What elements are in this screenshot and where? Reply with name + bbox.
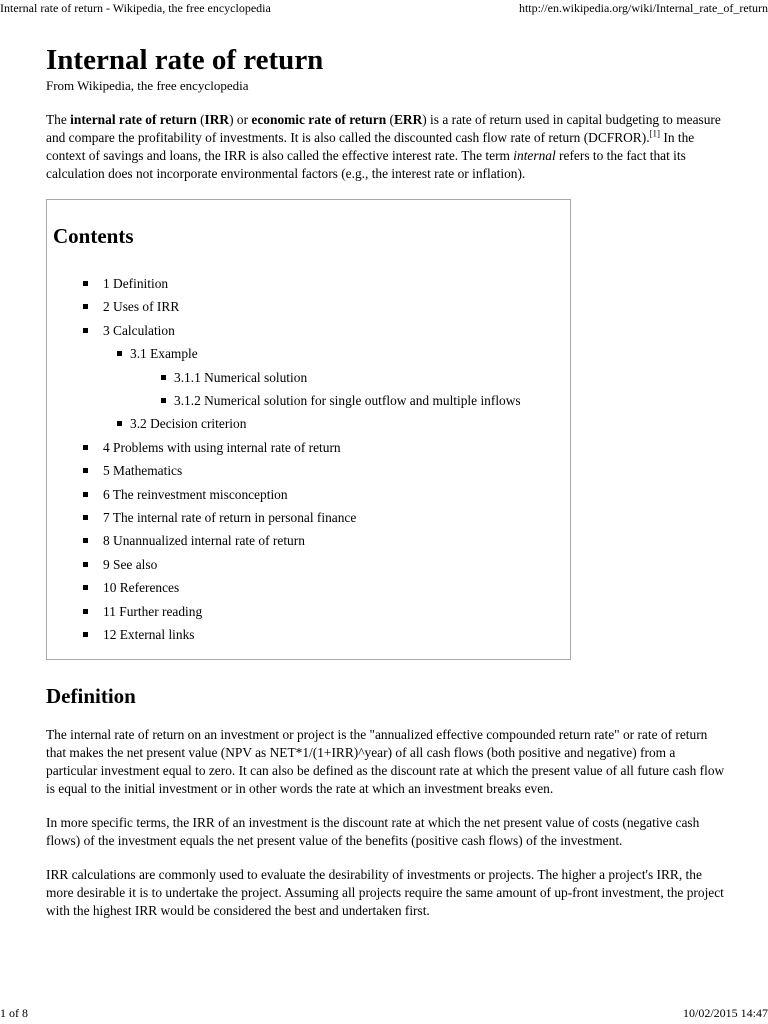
bullet-icon xyxy=(83,445,88,450)
bullet-icon xyxy=(117,351,122,356)
toc-item[interactable] xyxy=(53,319,570,342)
toc-item-label[interactable]: 9 See also xyxy=(103,556,158,572)
toc-item[interactable] xyxy=(53,389,570,412)
bullet-icon xyxy=(161,398,166,403)
bullet-icon xyxy=(83,538,88,543)
toc-item[interactable] xyxy=(53,342,570,365)
definition-paragraph: In more specific terms, the IRR of an investment is the discount rate at which the net present value of costs (negative cash flows) of the investment equals the net present value of the benefits (positive cash flows) of the investment. xyxy=(46,815,700,848)
article-content xyxy=(46,42,726,920)
bullet-icon xyxy=(83,562,88,567)
bullet-icon xyxy=(83,468,88,473)
toc-item-label[interactable]: 2 Uses of IRR xyxy=(103,299,180,315)
toc-item-label[interactable]: 7 The internal rate of return in personal finance xyxy=(103,510,357,526)
toc-item[interactable] xyxy=(53,412,570,435)
definition-paragraph: The internal rate of return on an investment or project is the "annualized effective compounded return rate" or rate of return that makes the net present value (NPV as NET*1/(1+IRR)^year) of all cash flows (both positive and negative) from a particular investment equal to zero. It can also be defined as the discount rate at which the present value of all future cash flow is equal to the initial investment or in other words the rate at which an investment breaks even. xyxy=(46,727,725,796)
bullet-icon xyxy=(83,632,88,637)
toc-item-label[interactable]: 3.2 Decision criterion xyxy=(130,416,247,432)
toc-item-label[interactable]: 12 External links xyxy=(103,627,195,643)
toc-item[interactable] xyxy=(53,366,570,389)
page-count: 1 of 8 xyxy=(0,1006,28,1020)
toc-item[interactable] xyxy=(53,483,570,506)
reference-link[interactable]: [1] xyxy=(649,128,661,139)
toc-title: Contents xyxy=(53,224,134,248)
term-err-full: economic rate of return xyxy=(251,112,387,127)
toc-item[interactable] xyxy=(53,529,570,552)
toc-item-label[interactable]: 5 Mathematics xyxy=(103,463,183,479)
term-err: ERR xyxy=(393,112,423,127)
toc-item[interactable] xyxy=(53,459,570,482)
bullet-icon xyxy=(83,585,88,590)
print-url: http://en.wikipedia.org/wiki/Internal_rate_of_return xyxy=(518,1,768,15)
toc-item-label[interactable]: 8 Unannualized internal rate of return xyxy=(103,533,305,549)
toc-item-label[interactable]: 3 Calculation xyxy=(103,322,175,338)
print-header xyxy=(0,0,768,18)
toc-item[interactable] xyxy=(53,600,570,623)
toc-item-label[interactable]: 10 References xyxy=(103,580,180,596)
term-internal: internal xyxy=(513,148,556,163)
toc-item[interactable] xyxy=(53,623,570,646)
toc-item[interactable] xyxy=(53,506,570,529)
toc-item[interactable] xyxy=(53,576,570,599)
toc-item[interactable] xyxy=(53,272,570,295)
term-irr-full: internal rate of return xyxy=(70,112,197,127)
bullet-icon xyxy=(161,375,166,380)
page-title: Internal rate of return xyxy=(46,44,324,76)
print-footer xyxy=(0,1004,768,1024)
toc-item[interactable] xyxy=(53,436,570,459)
tagline: From Wikipedia, the free encyclopedia xyxy=(46,78,249,93)
print-page-title: Internal rate of return - Wikipedia, the free encyclopedia xyxy=(0,1,271,15)
toc-list xyxy=(53,272,570,647)
toc-item-label[interactable]: 1 Definition xyxy=(103,276,169,291)
bullet-icon xyxy=(83,281,88,286)
bullet-icon xyxy=(83,609,88,614)
intro-paragraph: The internal rate of return (IRR) or economic rate of return (ERR) is a rate of return used in capital budgeting to measure and compare the profitability of investments. It is also called the discounted cash flow rate of return (DCFROR).[1] In the context of savings and loans, the IRR is also called the effective interest rate. The term internal refers to the fact that its calculation does not incorporate environmental factors (e.g., the interest rate or inflation). xyxy=(46,112,721,181)
toc-item-label[interactable]: 4 Problems with using internal rate of return xyxy=(103,439,341,455)
toc-item-label[interactable]: 3.1 Example xyxy=(130,346,198,362)
bullet-icon xyxy=(117,421,122,426)
toc-item-label[interactable]: 3.1.1 Numerical solution xyxy=(174,369,308,385)
bullet-icon xyxy=(83,328,88,333)
toc-item[interactable] xyxy=(53,553,570,576)
bullet-icon xyxy=(83,492,88,497)
bullet-icon xyxy=(83,304,88,309)
print-timestamp: 10/02/2015 14:47 xyxy=(682,1006,768,1020)
toc-item[interactable] xyxy=(53,295,570,318)
bullet-icon xyxy=(83,515,88,520)
section-heading-definition: Definition xyxy=(46,684,136,708)
toc-item-label[interactable]: 3.1.2 Numerical solution for single outflow and multiple inflows xyxy=(174,393,521,409)
definition-paragraph: IRR calculations are commonly used to evaluate the desirability of investments or projects. The higher a project's IRR, the more desirable it is to undertake the project. Assuming all projects require the same amount of up-front investment, the project with the highest IRR would be considered the best and undertaken first. xyxy=(46,867,724,918)
table-of-contents xyxy=(46,199,571,660)
definition-section xyxy=(46,726,726,920)
toc-item-label[interactable]: 11 Further reading xyxy=(103,603,203,619)
term-irr: IRR xyxy=(204,112,230,127)
toc-item-label[interactable]: 6 The reinvestment misconception xyxy=(103,486,288,502)
